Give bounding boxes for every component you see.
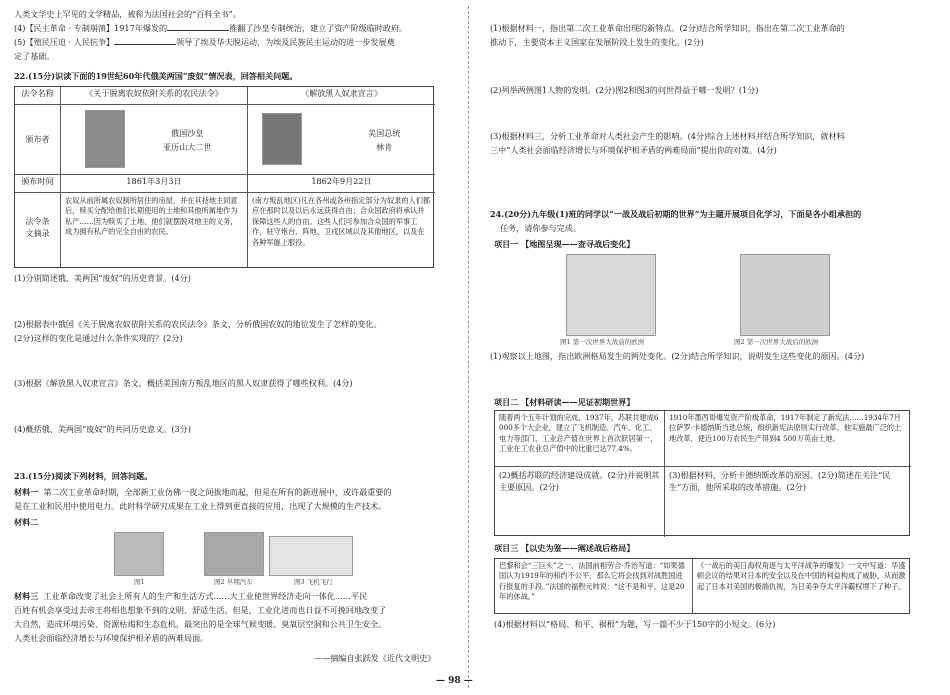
map-1-caption: 图1 第一次世界大战前的欧洲 <box>560 338 645 346</box>
figure-3-caption: 图3 飞机飞行 <box>294 578 333 586</box>
table-excerpt-us: (南方叛乱地区)凡在各州或各州指定部分为奴隶的人们都应在那时以及以后永远获得自由；合众国政府将承认并保障这些人的自由。这些人们可参加合众国的军事工作，驻守炮台、阵地、卫戍区域以及其他地区，以及在各种军舰上服役。 <box>252 196 431 247</box>
map-europe-after-ww1 <box>740 254 830 336</box>
q24-title-2: 任务，请你参与完成。 <box>500 223 581 233</box>
material-washington: 《一战后的美日海权角逐与太平洋战争的爆发》一文中写道：华盛顿会议的结果对日本的安全以及在中国的利益构成了威胁，从而激起了日本对美国的极端仇视，为日美争夺太平洋霸权埋下了种子。 <box>697 561 906 591</box>
q23-material-1: 材料一 第二次工业革命时期，全部新工业仿佛一夜之间拔地而起，但是在所有的新进展中，或许最重要的 <box>14 487 392 497</box>
q24-title: 24.(20分)九年级(1)班的同学以“一战及战后初期的世界”为主题开展项目化学习，下面是各小组承担的 <box>490 209 862 219</box>
right-column <box>490 0 926 695</box>
table-law-us: 《解放黑人奴隶宣言》 <box>248 87 435 105</box>
project-2-question-right: (3)根据材料，分析卡德纳斯改革的原因。(2分)简述在关注“民生”方面，他所采取的改革措施。(2分) <box>669 470 891 493</box>
blank-answer-4[interactable] <box>167 23 229 31</box>
material-soviet: 随着两个五年计划的完成，1937年，苏联共建成6 000多个大企业，建立了飞机制造、汽车、化工、电力等部门，工业总产值在世界上首次跃居第一，工业在工农业总产值中的比重已达77.4%。 <box>495 411 665 467</box>
q23-material-3b: 百姓有机会享受过去帝王将相也想象不到的文明、舒适生活。但是，工业化进而也日益不可挽回地改变了 <box>14 605 387 615</box>
project-3-question: (4)根据材料以“格局、和平、祸根”为题，写一篇不少于150字的小短文。(6分) <box>494 619 776 629</box>
project-2-question-left: (2)概括苏联的经济建设成就。(2分)并说明其主要原因。(2分) <box>495 467 665 537</box>
q23-sub2: (2)列举两例图1人物的发明。(2分)图2和图3的问世得益于哪一发明？(1分) <box>490 85 759 95</box>
q22-title: 22.(15分)识读下面的19世纪60年代俄美两国“废奴”情况表，回答相关问题。 <box>14 71 298 81</box>
table-header-date: 颁布时间 <box>15 175 61 193</box>
figure-2-car <box>204 532 264 576</box>
q23-sub3: (3)根据材料三，分析工业革命对人类社会产生的影响。(4分)综合上述材料并结合所学知识，就材料 <box>490 131 845 141</box>
column-divider <box>468 6 469 688</box>
project-1-question: (1)观察以上地图，指出欧洲格局发生的两处变化。(2分)结合所学知识，说明发生这些变化的原因。(4分) <box>490 351 865 361</box>
page-number: — 98 — <box>436 676 473 686</box>
table-header-law: 法令名称 <box>15 87 61 105</box>
portrait-lincoln <box>262 113 302 165</box>
q23-source: ——摘编自张跃发《近代文明史》 <box>314 653 436 663</box>
q23-title: 23.(15分)阅读下列材料，回答问题。 <box>14 471 153 481</box>
figure-1-inventor <box>114 532 164 576</box>
q23-material-3: 材料三 工业革命改变了社会上所有人的生产和生活方式……大工业使世界经济走向一体化……平民 <box>14 591 368 601</box>
material-mexico: 1910年墨西哥爆发资产阶级革命，1917年制定了新宪法……1934年7月拉萨罗·卡德纳斯当选总统，组织新宪法原则实行改革。他实施最广泛的土地改革，使近100万农民生产得到4 500万英亩土地。 <box>665 411 911 467</box>
q22-sub3: (3)根据《解放黑人奴隶宣言》条文，概括美国南方叛乱地区的黑人奴隶获得了哪些权利。(4分) <box>14 378 353 388</box>
figure-3-airplane <box>269 536 353 576</box>
fill-blank-5: (5)【殖民压迫 · 人民抗争】 领导了埃及华夫脱运动，为埃及民族民主运动的进一步发展奠 <box>14 37 395 47</box>
q22-table <box>14 86 434 268</box>
table-issuer-us: 美国总统 林肯 <box>248 105 435 175</box>
q22-sub1: (1)分别简述俄、美两国“废奴”的历史背景。(4分) <box>14 273 191 283</box>
table-issuer-russia: 俄国沙皇 亚历山大二世 <box>61 105 248 175</box>
project-1-title: 项目一 【地图呈现——查寻战后变化】 <box>494 239 635 249</box>
q23-sub3b: 三中“人类社会面临经济增长与环境保护相矛盾的两难局面”提出你的对策。(4分) <box>490 145 777 155</box>
fill-blank-4: (4)【民主革命 · 专制崩溃】1917年爆发的 推翻了沙皇专制统治，建立了资产阶级临时政府。 <box>14 23 408 33</box>
table-header-issuer: 颁布者 <box>15 105 61 175</box>
q23-material-3d: 人类社会面临经济增长与环境保护相矛盾的两难局面。 <box>14 633 209 643</box>
figure-1-caption: 图1 <box>134 578 145 586</box>
project-2-table <box>494 410 910 536</box>
q22-sub4: (4)概括俄、美两国“废奴”的共同历史意义。(3分) <box>14 424 191 434</box>
table-excerpt-russia: 农奴从前所属农奴制所居住的房屋，并在其持地主同意后，赎买分配给他们长期使用的土地和其他所属地作为私产……因为赎买了土地，他们就摆脱对地主的义务，成为拥有私产的完全自由的农民。 <box>61 193 248 267</box>
map-2-caption: 图2 第一次世界大战后的欧洲 <box>734 338 819 346</box>
blank-answer-5[interactable] <box>114 37 176 45</box>
q23-sub1b: 推动下，主要资本主义国家在发展阶段上发生的变化。(2分) <box>490 37 704 47</box>
left-column <box>14 0 454 695</box>
q23-material-3c: 大自然，造成环境污染、资源枯竭和生态危机，最突出的是全球气候变暖、臭氧层空洞和公共卫生安全。 <box>14 619 387 629</box>
q23-sub1: (1)根据材料一，指出第二次工业革命出现的新特点。(2分)结合所学知识，指出在第二次工业革命的 <box>490 23 845 33</box>
q23-material-2-label: 材料二 <box>14 517 39 527</box>
project-2-title: 项目二 【材料研读——见证初期世界】 <box>494 397 635 407</box>
table-header-excerpt: 法令条 文摘录 <box>15 193 61 267</box>
q22-sub2: (2)根据表中俄国《关于脱离农奴依附关系的农民法令》条文，分析俄国农奴的地位发生了怎样的变化。 <box>14 319 382 329</box>
q22-sub2b: (2分)这样的变化是通过什么条件实现的？(2分) <box>14 333 183 343</box>
table-date-us: 1862年9月22日 <box>248 175 435 193</box>
intro-line-1: 人类文学史上罕见的文学精品，被称为法国社会的“百科全书”。 <box>14 9 241 19</box>
figure-2-caption: 图2 早期汽车 <box>214 578 253 586</box>
portrait-alexander-ii <box>85 110 125 168</box>
q23-material-1b: 是在工业和民用中使用电力。此时科学研究成果在工业上得到更直接的应用，出现了大规模的生产技术。 <box>14 501 387 511</box>
table-law-russia: 《关于脱离农奴依附关系的农民法令》 <box>61 87 248 105</box>
material-versailles: 巴黎和会“三巨头”之一、法国前相劳合·乔治写道：“如果德国认为1919年的和约不公平，那么它将会找到对战胜国进行报复的手段。”法国的福煦元帅说：“这不是和平，这是20年的休战。” <box>495 559 693 613</box>
table-date-russia: 1861年3月3日 <box>61 175 248 193</box>
project-3-title: 项目三 【以史为鉴——阐述战后格局】 <box>494 543 635 553</box>
project-3-table <box>494 558 910 614</box>
map-europe-before-ww1 <box>566 254 656 336</box>
intro-line-end: 定了基础。 <box>14 51 55 61</box>
